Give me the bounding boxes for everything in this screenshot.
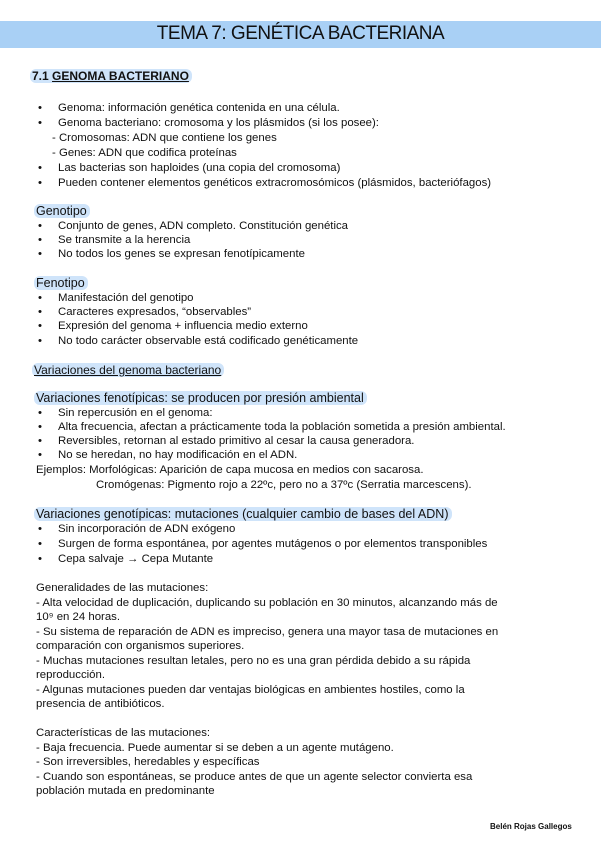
list-item: - Cromosomas: ADN que contiene los genes <box>52 132 277 144</box>
paragraph-line: - Algunas mutaciones pueden dar ventajas biológicas en ambientes hostiles, como la <box>36 684 465 696</box>
ejemplos-line-2: Cromógenas: Pigmento rojo a 22ºc, pero no a 37ºc (Serratia marcescens). <box>96 479 472 491</box>
generalidades-heading: Generalidades de las mutaciones: <box>36 582 209 594</box>
author-signature: Belén Rojas Gallegos <box>490 822 572 831</box>
paragraph-line: - Alta velocidad de duplicación, duplicando su población en 30 minutos, alcanzando más de <box>36 597 498 609</box>
paragraph-line: - Cuando son espontáneas, se produce antes de que un agente selector convierta esa <box>36 771 473 783</box>
paragraph-line: - Son irreversibles, heredables y específicas <box>36 756 260 768</box>
paragraph-line: reproducción. <box>36 669 106 681</box>
section-label: GENOMA BACTERIANO <box>52 69 189 83</box>
paragraph-line: presencia de antibióticos. <box>36 698 165 710</box>
paragraph-line: comparación con organismos superiores. <box>36 640 245 652</box>
list-item: - Genes: ADN que codifica proteínas <box>52 147 237 159</box>
section-heading <box>30 69 192 83</box>
variaciones-heading: Variaciones del genoma bacteriano <box>32 363 224 377</box>
genotipo-heading: Genotipo <box>34 204 90 218</box>
paragraph-line: - Su sistema de reparación de ADN es impreciso, genera una mayor tasa de mutaciones en <box>36 626 499 638</box>
ejemplos-line-1: Ejemplos: Morfológicas: Aparición de capa mucosa en medios con sacarosa. <box>36 464 424 476</box>
fenotipo-heading: Fenotipo <box>34 276 88 290</box>
section-number: 7.1 <box>32 69 49 83</box>
page-title: TEMA 7: GENÉTICA BACTERIANA <box>156 23 445 44</box>
genotipicas-heading: Variaciones genotípicas: mutaciones (cualquier cambio de bases del ADN) <box>34 507 452 521</box>
paragraph-line: población mutada en predominante <box>36 785 215 797</box>
paragraph-line: 10⁹ en 24 horas. <box>36 611 121 623</box>
paragraph-line: - Muchas mutaciones resultan letales, pero no es una gran pérdida debido a su rápida <box>36 655 471 667</box>
fenotipicas-heading: Variaciones fenotípicas: se producen por presión ambiental <box>34 391 367 405</box>
caracteristicas-heading: Características de las mutaciones: <box>36 727 211 739</box>
paragraph-line: - Baja frecuencia. Puede aumentar si se deben a un agente mutágeno. <box>36 742 394 754</box>
